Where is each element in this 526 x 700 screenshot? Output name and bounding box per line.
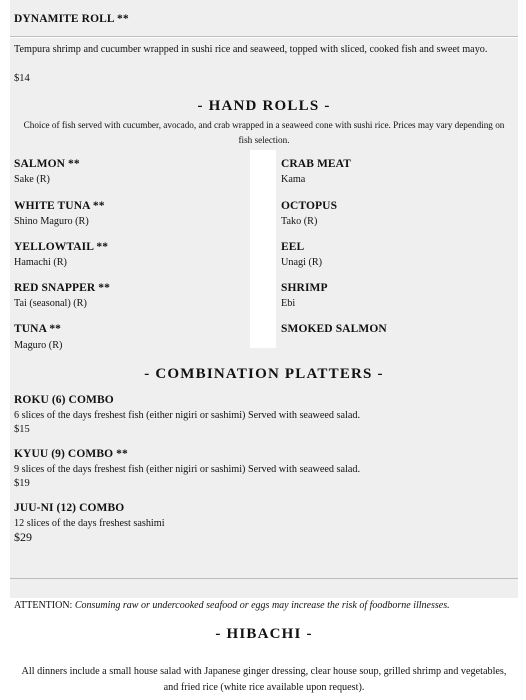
hand-roll-name: EEL xyxy=(281,241,305,253)
combo-description: 6 slices of the days freshest fish (either nigiri or sashimi) Served with seaweed salad. xyxy=(14,410,360,421)
divider xyxy=(10,36,518,37)
hand-roll-sub: Tako (R) xyxy=(281,216,318,227)
dynamite-roll-description: Tempura shrimp and cucumber wrapped in sushi rice and seaweed, topped with sliced, cooked fish and sweet mayo. xyxy=(14,44,488,55)
dynamite-roll-title: DYNAMITE ROLL ** xyxy=(14,13,129,25)
divider xyxy=(10,578,518,579)
hand-roll-name: SMOKED SALMON xyxy=(281,323,387,335)
hand-roll-name: RED SNAPPER ** xyxy=(14,282,110,294)
hand-rolls-note: Choice of fish served with cucumber, avocado, and crab wrapped in a seaweed cone with sushi rice. Prices may vary depending on fish selection. xyxy=(23,120,505,145)
combo-price: $29 xyxy=(14,530,32,544)
hand-roll-sub: Ebi xyxy=(281,298,296,309)
hand-roll-sub: Tai (seasonal) (R) xyxy=(14,298,87,309)
combination-platters-heading: - COMBINATION PLATTERS - xyxy=(144,366,384,382)
combo-price: $19 xyxy=(14,478,30,489)
combo-name: ROKU (6) COMBO xyxy=(14,394,114,406)
hand-roll-name: SHRIMP xyxy=(281,282,328,294)
combo-name: JUU-NI (12) COMBO xyxy=(14,502,125,514)
allergy-attention-notice xyxy=(14,600,450,611)
hibachi-heading: - HIBACHI - xyxy=(215,626,313,642)
hand-roll-name: OCTOPUS xyxy=(281,200,338,212)
dynamite-roll-price: $14 xyxy=(14,73,30,84)
hand-roll-sub: Kama xyxy=(281,174,306,185)
hand-roll-name: CRAB MEAT xyxy=(281,158,352,170)
hand-roll-name: TUNA ** xyxy=(14,323,62,335)
hand-roll-sub: Hamachi (R) xyxy=(14,257,67,268)
combo-price: $15 xyxy=(14,424,30,435)
hand-roll-name: YELLOWTAIL ** xyxy=(14,241,109,253)
hand-roll-sub: Unagi (R) xyxy=(281,257,323,268)
hand-roll-sub: Shino Maguro (R) xyxy=(14,216,89,227)
hand-roll-sub: Maguro (R) xyxy=(14,340,63,351)
hand-rolls-heading: - HAND ROLLS - xyxy=(197,98,331,114)
hand-roll-sub: Sake (R) xyxy=(14,174,50,185)
attention-label: ATTENTION: xyxy=(14,600,73,611)
hand-roll-name: SALMON ** xyxy=(14,158,80,170)
combo-description: 9 slices of the days freshest fish (either nigiri or sashimi) Served with seaweed salad. xyxy=(14,464,360,475)
combo-name: KYUU (9) COMBO ** xyxy=(14,448,128,460)
hibachi-note: All dinners include a small house salad with Japanese ginger dressing, clear house soup, grilled shrimp and vegetables, and fried rice (white rice available upon request). xyxy=(21,666,507,693)
hand-rolls-right-column xyxy=(276,150,518,348)
hand-roll-name: WHITE TUNA ** xyxy=(14,200,105,212)
attention-text: Consuming raw or undercooked seafood or eggs may increase the risk of foodborne illnesses. xyxy=(74,600,450,611)
combo-description: 12 slices of the days freshest sashimi xyxy=(14,518,165,529)
